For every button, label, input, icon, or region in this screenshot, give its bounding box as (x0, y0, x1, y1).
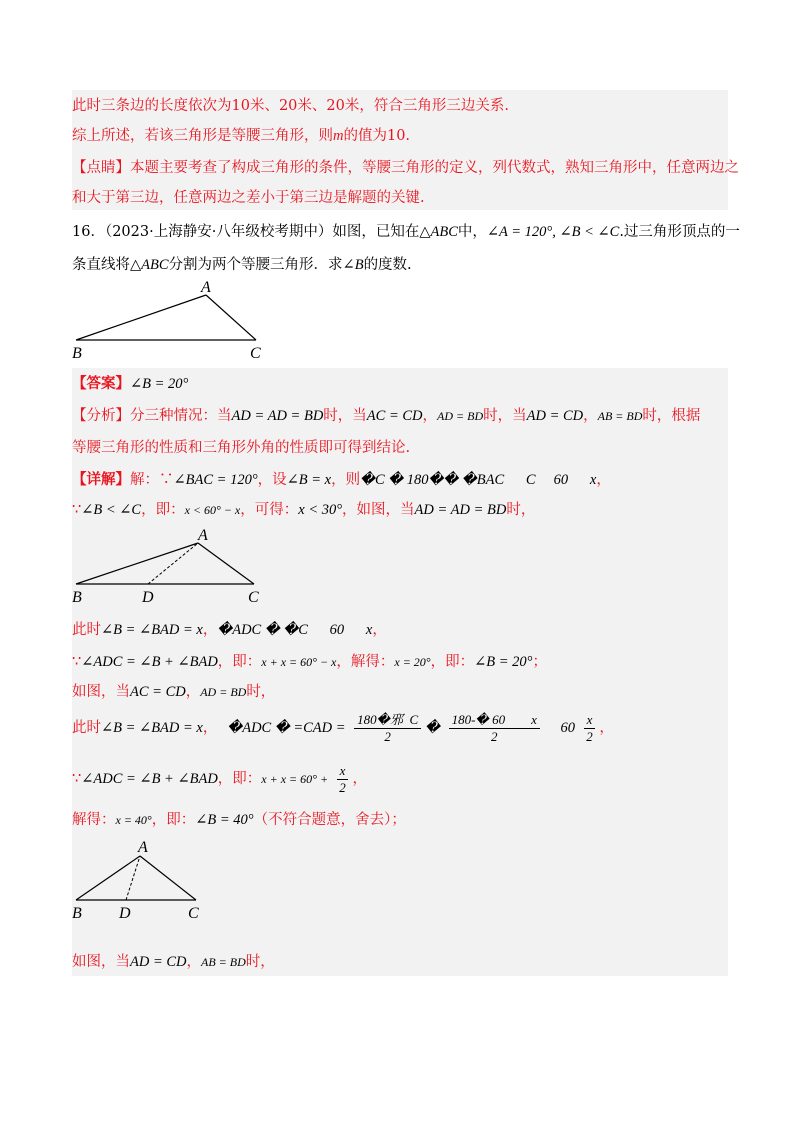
detail-line-5: 如图，当AC = CD，AD = BD时， (72, 684, 276, 700)
detail-line-4: ∵∠ADC = ∠B + ∠BAD，即：x + x = 60° − x，解得：x = 20°，即：∠B = 20°； (72, 654, 547, 670)
label-A: A (198, 527, 208, 544)
detail-line-3: 此时∠B = ∠BAD = x，�ADC � �C 60 x， (72, 622, 387, 638)
label-A: A (201, 279, 211, 296)
fraction-2: $\frac{180-� 60 x}{2}$ (449, 712, 540, 745)
label-B: B (72, 589, 82, 606)
answer-line: 【答案】∠B = 20° (72, 375, 189, 392)
label-D: D (119, 905, 131, 922)
detail-line-1: 【详解】解：∵∠BAC = 120°，设∠B = x，则�C � 180�� �BAC C 60 x， (72, 471, 611, 488)
fraction-1: $\frac{\text{180�邪 C}}{2}$ (354, 712, 421, 745)
label-C: C (188, 905, 199, 922)
label-B: B (72, 345, 82, 362)
analysis-line-2: 等腰三角形的性质和三角形外角的性质即可得到结论. (72, 440, 411, 456)
text-line-1: 此时三条边的长度依次为10米、20米、20米，符合三角形三边关系. (72, 98, 509, 114)
analysis-line-1: 【分析】分三种情况：当AD = AD = BD时，当AC = CD，AD = BD时，当AD = CD，AB = BD时，根据 (72, 408, 701, 424)
label-D: D (142, 589, 154, 606)
fraction-3: $\frac{x}{2}$ (584, 712, 596, 745)
label-A: A (138, 839, 148, 856)
label-B: B (72, 905, 82, 922)
triangle-figure-3 (60, 836, 280, 922)
comment-line-1: 【点睛】本题主要考查了构成三角形的条件，等腰三角形的定义，列代数式，熟知三角形中，任意两边之 (72, 160, 739, 176)
fraction-4: $\frac{x}{2}$ (337, 763, 349, 796)
detail-line-7: ∵∠ADC = ∠B + ∠BAD，即：x + x = 60° + $\frac{x}{2}$ ， (72, 762, 367, 795)
detail-line-9: 如图，当AD = CD，AB = BD时， (72, 954, 275, 970)
triangle-figure-1 (60, 278, 280, 364)
text-line-2: 综上所述，若该三角形是等腰三角形，则m的值为10. (72, 128, 411, 144)
question-line-1: 16．（2023·上海静安·八年级校考期中）如图，已知在△ABC中，∠A = 120°, ∠B < ∠C.过三角形顶点的一 (72, 224, 740, 240)
triangle-figure-2 (60, 522, 280, 608)
detail-line-2: ∵∠B < ∠C，即：x < 60° − x，可得：x < 30°，如图，当AD = AD = BD时， (72, 502, 536, 518)
detail-line-8: 解得：x = 40°，即：∠B = 40°（不符合题意，舍去）； (72, 812, 406, 828)
question-line-2: 条直线将△ABC分割为两个等腰三角形．求∠B的度数. (72, 257, 412, 273)
detail-line-6: 此时∠B = ∠BAD = x， �ADC � =CAD = $\frac{\text{180�邪 C}}{2}$ � $\frac{180-� 60 x}{2}$ 60 $\frac{x}{2}$ ， (72, 711, 614, 744)
label-C: C (248, 589, 259, 606)
comment-line-2: 和大于第三边，任意两边之差小于第三边是解题的关键. (72, 190, 425, 206)
label-C: C (250, 345, 261, 362)
